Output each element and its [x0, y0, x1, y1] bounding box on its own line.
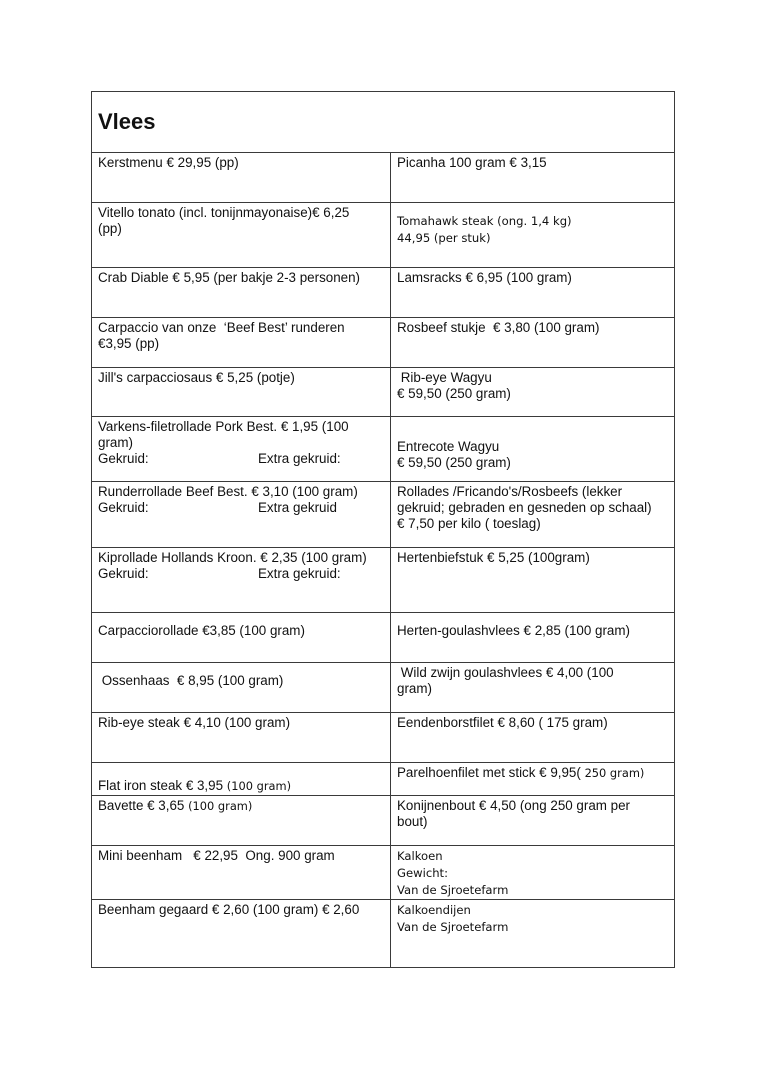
- item-text: Kiprollade Hollands Kroon. € 2,35 (100 gram): [98, 550, 367, 565]
- item-text: Van de Sjroetefarm: [397, 920, 509, 934]
- item-text: 44,95 (per stuk): [397, 231, 491, 245]
- item-text: Jill's carpacciosaus € 5,25 (potje): [98, 370, 295, 385]
- item-text: Beenham gegaard € 2,60 (100 gram) € 2,60: [98, 902, 360, 917]
- item-text: Carpacciorollade €3,85 (100 gram): [98, 623, 305, 638]
- menu-item: [92, 663, 391, 713]
- item-text: Rosbeef stukje € 3,80 (100 gram): [397, 320, 600, 335]
- menu-item: [92, 763, 391, 796]
- menu-item: [391, 268, 675, 318]
- menu-item: [92, 153, 391, 203]
- item-weight: 250 gram): [584, 766, 645, 780]
- item-text: Varkens-filetrollade Pork Best. € 1,95 (100: [98, 419, 349, 434]
- item-text: Carpaccio van onze ‘Beef Best’ runderen: [98, 320, 345, 335]
- item-text: Lamsracks € 6,95 (100 gram): [397, 270, 572, 285]
- option-extra-gekruid: Extra gekruid: [258, 500, 337, 515]
- item-text: Tomahawk steak (ong. 1,4 kg): [397, 214, 572, 228]
- menu-item: [92, 548, 391, 613]
- table-row: [92, 613, 675, 663]
- menu-item: [391, 763, 675, 796]
- item-text: Gewicht:: [397, 866, 448, 880]
- table-row: [92, 368, 675, 417]
- seasoning-options: [98, 566, 384, 582]
- menu-item: [92, 268, 391, 318]
- menu-item: [92, 796, 391, 846]
- item-text: Kalkoen: [397, 849, 443, 863]
- option-extra-gekruid: Extra gekruid:: [258, 451, 341, 466]
- item-text: gram): [397, 681, 432, 696]
- menu-item: [92, 203, 391, 268]
- item-text: Mini beenham € 22,95 Ong. 900 gram: [98, 848, 335, 863]
- item-text: Herten-goulashvlees € 2,85 (100 gram): [397, 623, 630, 638]
- menu-item: [92, 482, 391, 548]
- menu-item: [391, 900, 675, 968]
- item-text: € 7,50 per kilo ( toeslag): [397, 516, 541, 531]
- table-row: [92, 846, 675, 900]
- menu-item: [391, 613, 675, 663]
- menu-item: [391, 203, 675, 268]
- item-text: Picanha 100 gram € 3,15: [397, 155, 547, 170]
- table-row: [92, 268, 675, 318]
- item-text: €3,95 (pp): [98, 336, 160, 351]
- item-text: Hertenbiefstuk € 5,25 (100gram): [397, 550, 590, 565]
- item-text: Entrecote Wagyu: [397, 439, 500, 454]
- menu-item: [92, 846, 391, 900]
- seasoning-options: [98, 451, 384, 467]
- option-gekruid: Gekruid:: [98, 566, 149, 581]
- item-text: Ossenhaas € 8,95 (100 gram): [98, 673, 284, 688]
- menu-item: [391, 713, 675, 763]
- item-text: Rollades /Fricando's/Rosbeefs (lekker: [397, 484, 623, 499]
- item-text: gram): [98, 435, 133, 450]
- menu-item: [92, 613, 391, 663]
- menu-item: [391, 548, 675, 613]
- table-row: [92, 663, 675, 713]
- table-row: [92, 203, 675, 268]
- table-row: [92, 318, 675, 368]
- table-row: [92, 763, 675, 796]
- menu-item: [391, 796, 675, 846]
- menu-item: [92, 417, 391, 482]
- item-weight: (100 gram): [188, 799, 253, 813]
- menu-item: [391, 318, 675, 368]
- menu-item: [391, 417, 675, 482]
- table-row: [92, 548, 675, 613]
- item-text: Vitello tonato (incl. tonijnmayonaise)€ 6,25: [98, 205, 350, 220]
- item-text: bout): [397, 814, 428, 829]
- item-text: € 59,50 (250 gram): [397, 386, 511, 401]
- item-text: Crab Diable € 5,95 (per bakje 2-3 personen): [98, 270, 361, 285]
- table-row: [92, 482, 675, 548]
- option-gekruid: Gekruid:: [98, 451, 149, 466]
- menu-item: [92, 900, 391, 968]
- section-title: Vlees: [98, 108, 156, 134]
- item-text: Van de Sjroetefarm: [397, 883, 509, 897]
- menu-item: [92, 713, 391, 763]
- table-row: [92, 796, 675, 846]
- menu-item: [391, 663, 675, 713]
- item-text: Rib-eye steak € 4,10 (100 gram): [98, 715, 291, 730]
- title-row: [92, 92, 675, 153]
- seasoning-options: [98, 500, 384, 516]
- item-text: Kalkoendijen: [397, 903, 471, 917]
- item-text: Parelhoenfilet met stick € 9,95(: [397, 765, 585, 780]
- menu-item: [391, 482, 675, 548]
- menu-item: [391, 846, 675, 900]
- table-row: [92, 713, 675, 763]
- option-gekruid: Gekruid:: [98, 500, 149, 515]
- menu-table: [91, 91, 675, 968]
- option-extra-gekruid: Extra gekruid:: [258, 566, 341, 581]
- menu-item: [391, 153, 675, 203]
- item-text: gekruid; gebraden en gesneden op schaal): [397, 500, 652, 515]
- table-row: [92, 900, 675, 968]
- item-text: Eendenborstfilet € 8,60 ( 175 gram): [397, 715, 608, 730]
- menu-item: [92, 318, 391, 368]
- item-weight: (100 gram): [226, 779, 292, 793]
- item-text: Rib-eye Wagyu: [397, 370, 492, 385]
- item-text: Kerstmenu € 29,95 (pp): [98, 155, 239, 170]
- title-cell: [92, 92, 675, 153]
- item-text: Runderrollade Beef Best. € 3,10 (100 gram): [98, 484, 358, 499]
- menu-item: [92, 368, 391, 417]
- table-row: [92, 153, 675, 203]
- item-text: (pp): [98, 221, 122, 236]
- menu-item: [391, 368, 675, 417]
- item-text: Konijnenbout € 4,50 (ong 250 gram per: [397, 798, 631, 813]
- item-text: € 59,50 (250 gram): [397, 455, 511, 470]
- table-row: [92, 417, 675, 482]
- item-text: Flat iron steak € 3,95: [98, 778, 227, 793]
- item-text: Bavette € 3,65: [98, 798, 189, 813]
- item-text: Wild zwijn goulashvlees € 4,00 (100: [397, 665, 614, 680]
